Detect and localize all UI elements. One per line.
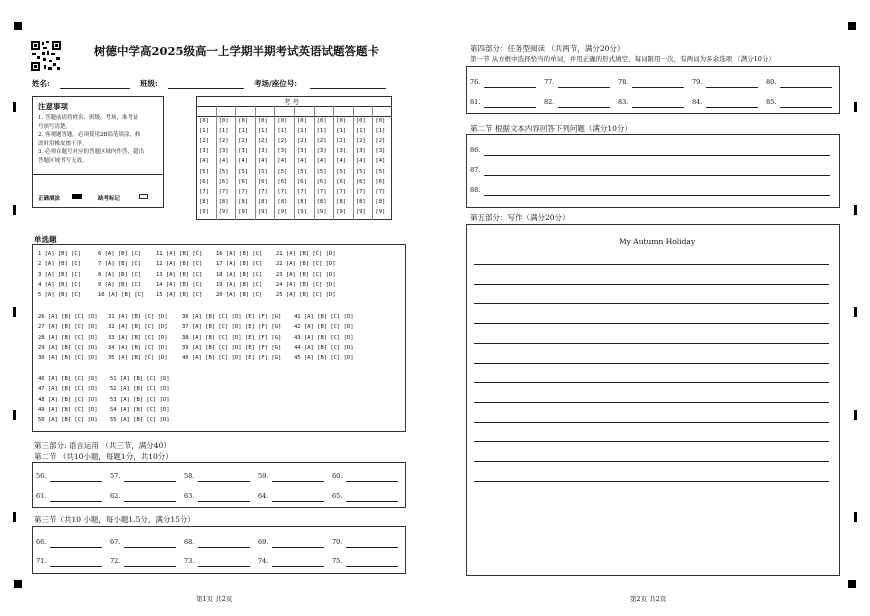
mc-question[interactable]: 16 [A] [B] [C] [216, 251, 263, 257]
exam-number-bubble[interactable]: [1] [355, 128, 366, 135]
notice-line: 改时用橡皮擦干净。 [38, 140, 88, 147]
exam-number-bubble[interactable]: [8] [277, 198, 288, 205]
mc-question[interactable]: 31 [A] [B] [C] [D] [108, 314, 168, 320]
exam-number-bubble[interactable]: [9] [297, 208, 307, 215]
exam-number-bubble[interactable]: [1] [257, 128, 268, 135]
mc-question[interactable]: 4 [A] [B] [C] [38, 281, 82, 288]
fill-answer-blank[interactable] [272, 547, 324, 548]
mc-question[interactable]: 5 [A] [B] [C] [38, 292, 82, 299]
mc-question[interactable]: 32 [A] [B] [C] [D] [108, 324, 168, 331]
fill-number: 57. [110, 472, 121, 480]
answer-line[interactable] [484, 155, 830, 156]
exam-number-label: 考 号 [284, 98, 300, 106]
exam-number-bubble[interactable]: [4] [218, 158, 229, 165]
fill-answer-blank[interactable] [346, 481, 398, 482]
timing-mark [854, 307, 857, 317]
essay-writing-line[interactable] [474, 481, 829, 482]
fill-answer-blank[interactable] [124, 481, 176, 482]
mc-question[interactable]: 36 [A] [B] [C] [D] [E] [F] [G] [182, 314, 282, 320]
fill-number: 77. [544, 78, 555, 86]
mc-question[interactable]: 50 [A] [B] [C] [D] [38, 417, 98, 424]
exam-number-bubble[interactable]: [2] [277, 138, 288, 145]
fill-number: 58. [184, 472, 195, 480]
registration-mark [848, 580, 856, 588]
answer-number: 86. [470, 146, 481, 154]
fill-answer-blank[interactable] [50, 481, 102, 482]
mc-question[interactable]: 1 [A] [B] [C] [38, 251, 82, 257]
essay-title: My Autumn Holiday [619, 237, 696, 246]
exam-number-bubble[interactable]: [5] [199, 168, 209, 175]
exam-number-bubble[interactable]: [3] [218, 148, 229, 155]
name-label: 姓名: [32, 79, 50, 88]
mc-question[interactable]: 38 [A] [B] [C] [D] [E] [F] [G] [182, 334, 282, 341]
essay-writing-line[interactable] [474, 323, 829, 324]
fill-answer-blank[interactable] [632, 87, 684, 88]
exam-number-bubble[interactable]: [6] [355, 178, 366, 185]
timing-mark [13, 205, 16, 215]
fill-answer-blank[interactable] [50, 547, 102, 548]
fill-number: 76. [470, 78, 481, 86]
exam-number-bubble[interactable]: [7] [257, 188, 268, 195]
mc-question[interactable]: 29 [A] [B] [C] [D] [38, 344, 98, 351]
mc-question[interactable]: 17 [A] [B] [C] [216, 261, 263, 268]
mc-question[interactable]: 18 [A] [B] [C] [216, 271, 263, 278]
exam-number-bubble[interactable]: [5] [218, 168, 229, 175]
mc-question[interactable]: 6 [A] [B] [C] [98, 251, 142, 257]
exam-number-bubble[interactable]: [0] [316, 118, 327, 124]
exam-number-bubble[interactable]: [6] [238, 178, 249, 185]
fill-answer-blank[interactable] [346, 547, 398, 548]
fill-answer-blank[interactable] [272, 566, 324, 567]
mc-question[interactable]: 52 [A] [B] [C] [D] [110, 386, 170, 393]
exam-number-bubble[interactable]: [3] [316, 148, 327, 155]
exam-number-bubble[interactable]: [5] [375, 168, 386, 175]
exam-number-bubble[interactable]: [9] [355, 208, 366, 215]
fill-number: 56. [36, 472, 47, 480]
notice-line: 2. 客观题答题，必须使用2B铅笔填涂，修 [38, 132, 141, 138]
fill-number: 74. [258, 557, 269, 565]
fill-number: 68. [184, 538, 195, 546]
mc-question[interactable]: 20 [A] [B] [C] [216, 292, 263, 299]
exam-number-bubble[interactable]: [6] [277, 178, 288, 185]
correct-fill-label: 正确填涂 [38, 196, 61, 202]
mc-question[interactable]: 34 [A] [B] [C] [D] [108, 344, 168, 351]
mc-question[interactable]: 49 [A] [B] [C] [D] [38, 406, 98, 413]
fill-number: 78. [618, 78, 629, 86]
essay-writing-line[interactable] [474, 363, 829, 364]
exam-number-bubble[interactable]: [2] [257, 138, 268, 145]
exam-number-bubble[interactable]: [5] [277, 168, 288, 175]
exam-number-bubble[interactable]: [0] [218, 118, 229, 124]
fill-answer-blank[interactable] [124, 566, 176, 567]
mc-question[interactable]: 2 [A] [B] [C] [38, 261, 82, 268]
exam-number-bubble[interactable]: [9] [199, 208, 209, 215]
exam-number-bubble[interactable]: [8] [316, 198, 327, 205]
fill-answer-blank[interactable] [632, 107, 684, 108]
qr-code-icon [30, 40, 62, 72]
exam-number-bubble[interactable]: [6] [218, 178, 229, 185]
exam-number-bubble[interactable]: [6] [316, 178, 327, 185]
exam-number-column-divider [294, 106, 295, 220]
exam-number-bubble[interactable]: [5] [297, 168, 307, 175]
fill-answer-blank[interactable] [484, 87, 536, 88]
exam-number-bubble[interactable]: [5] [336, 168, 347, 175]
timing-mark [854, 410, 857, 420]
exam-number-bubble[interactable]: [9] [375, 208, 386, 215]
fill-number: 61. [36, 492, 47, 500]
fill-answer-blank[interactable] [558, 107, 610, 108]
exam-number-bubble[interactable]: [4] [257, 158, 268, 165]
mc-question[interactable]: 14 [A] [B] [C] [156, 281, 203, 288]
fill-answer-blank[interactable] [780, 87, 832, 88]
timing-mark [13, 512, 16, 522]
fill-answer-blank[interactable] [272, 501, 324, 502]
exam-number-bubble[interactable]: [8] [238, 198, 249, 205]
exam-number-bubble[interactable]: [8] [218, 198, 229, 205]
exam-number-bubble[interactable]: [8] [355, 198, 366, 205]
exam-number-bubble[interactable]: [0] [297, 118, 307, 124]
exam-number-bubble[interactable]: [4] [316, 158, 327, 165]
exam-number-bubble[interactable]: [5] [316, 168, 327, 175]
correct-fill-sample [72, 194, 82, 199]
essay-writing-line[interactable] [474, 402, 829, 403]
fill-answer-blank[interactable] [346, 566, 398, 567]
part3-title: 第三部分: 语言运用 （共三节，满分40） [34, 441, 171, 450]
mc-question[interactable]: 30 [A] [B] [C] [D] [38, 355, 98, 362]
essay-writing-line[interactable] [474, 382, 829, 383]
mc-question[interactable]: 8 [A] [B] [C] [98, 271, 142, 278]
name-field[interactable] [60, 88, 130, 89]
mc-title: 单选题 [34, 235, 57, 244]
exam-number-column-divider [235, 106, 236, 220]
fill-number: 81. [470, 98, 481, 106]
registration-mark [14, 580, 22, 588]
fill-answer-blank[interactable] [272, 481, 324, 482]
exam-number-bubble[interactable]: [8] [199, 198, 209, 205]
registration-mark [14, 22, 22, 30]
mc-question[interactable]: 28 [A] [B] [C] [D] [38, 334, 98, 341]
exam-number-bubble[interactable]: [0] [336, 118, 347, 124]
exam-number-bubble[interactable]: [2] [199, 138, 209, 145]
absent-mark-box[interactable] [139, 194, 148, 199]
exam-number-bubble[interactable]: [3] [257, 148, 268, 155]
fill-number: 67. [110, 538, 121, 546]
fill-answer-blank[interactable] [198, 481, 250, 482]
essay-box [466, 224, 840, 576]
exam-number-bubble[interactable]: [9] [218, 208, 229, 215]
mc-question[interactable]: 40 [A] [B] [C] [D] [E] [F] [G] [182, 355, 282, 362]
exam-number-bubble[interactable]: [3] [336, 148, 347, 155]
fill-number: 71. [36, 557, 47, 565]
exam-number-bubble[interactable]: [1] [316, 128, 327, 135]
exam-number-column-divider [274, 106, 275, 220]
exam-number-bubble[interactable]: [9] [277, 208, 288, 215]
part4-title: 第四部分：任务型阅读 （共两节，满分20分） [470, 44, 625, 53]
exam-number-bubble[interactable]: [8] [297, 198, 307, 205]
mc-question[interactable]: 43 [A] [B] [C] [D] [294, 334, 354, 341]
exam-number-bubble[interactable]: [7] [218, 188, 229, 195]
fill-answer-blank[interactable] [198, 501, 250, 502]
fill-answer-blank[interactable] [706, 87, 758, 88]
mc-question[interactable]: 46 [A] [B] [C] [D] [38, 376, 98, 382]
fill-answer-blank[interactable] [50, 566, 102, 567]
answer-line[interactable] [484, 195, 830, 196]
fill-answer-blank[interactable] [780, 107, 832, 108]
mc-question[interactable]: 10 [A] [B] [C] [98, 292, 145, 299]
mc-question[interactable]: 19 [A] [B] [C] [216, 281, 263, 288]
fill-answer-blank[interactable] [124, 547, 176, 548]
exam-number-bubble[interactable]: [1] [375, 128, 386, 135]
exam-number-column-divider [353, 106, 354, 220]
exam-number-bubble[interactable]: [0] [375, 118, 386, 124]
exam-number-bubble[interactable]: [2] [316, 138, 327, 145]
mc-question[interactable]: 47 [A] [B] [C] [D] [38, 386, 98, 393]
exam-number-bubble[interactable]: [7] [355, 188, 366, 195]
fill-number: 82. [544, 98, 555, 106]
exam-number-bubble[interactable]: [5] [238, 168, 249, 175]
fill-answer-blank[interactable] [124, 501, 176, 502]
exam-number-column-divider [372, 106, 373, 220]
room-seat-field[interactable] [310, 88, 386, 89]
exam-number-bubble[interactable]: [9] [257, 208, 268, 215]
exam-number-bubble[interactable]: [4] [199, 158, 209, 165]
exam-number-bubble[interactable]: [6] [297, 178, 307, 185]
fill-number: 85. [766, 98, 777, 106]
fill-number: 65. [332, 492, 343, 500]
mc-question[interactable]: 15 [A] [B] [C] [156, 292, 203, 299]
mc-question[interactable]: 55 [A] [B] [C] [D] [110, 417, 170, 424]
essay-writing-line[interactable] [474, 461, 829, 462]
mc-question[interactable]: 27 [A] [B] [C] [D] [38, 324, 98, 331]
exam-number-bubble[interactable]: [1] [297, 128, 307, 135]
exam-number-bubble[interactable]: [0] [277, 118, 288, 124]
notice-line: 1. 答题前请将姓名、班级、考场、准考证 [38, 115, 139, 121]
mc-question[interactable]: 22 [A] [B] [C] [D] [276, 261, 336, 268]
notice-line: 3. 必须在题号对应的答题区域内作答，超出 [38, 149, 144, 155]
mc-question[interactable]: 44 [A] [B] [C] [D] [294, 344, 354, 351]
exam-number-bubble[interactable]: [3] [199, 148, 209, 155]
exam-number-bubble[interactable]: [2] [336, 138, 347, 145]
essay-writing-line[interactable] [474, 343, 829, 344]
mc-question[interactable]: 41 [A] [B] [C] [D] [294, 314, 354, 320]
timing-mark [13, 102, 16, 112]
page-footer-left: 第1页 共2页 [196, 595, 233, 603]
notice-line: 答题区域书写无效。 [38, 157, 88, 164]
fill-answer-blank[interactable] [706, 107, 758, 108]
fill-number: 75. [332, 557, 343, 565]
mc-question[interactable]: 39 [A] [B] [C] [D] [E] [F] [G] [182, 344, 282, 351]
mc-question[interactable]: 9 [A] [B] [C] [98, 281, 142, 288]
mc-question[interactable]: 3 [A] [B] [C] [38, 271, 82, 278]
part3-section2-title: 第二节 （共10小题，每题1分，共10分） [34, 452, 173, 461]
exam-number-bubble[interactable]: [1] [199, 128, 209, 135]
essay-writing-line[interactable] [474, 422, 829, 423]
exam-number-bubble[interactable]: [3] [355, 148, 366, 155]
exam-number-bubble[interactable]: [1] [238, 128, 249, 135]
essay-writing-line[interactable] [474, 284, 829, 285]
mc-question[interactable]: 11 [A] [B] [C] [156, 251, 203, 257]
fill-number: 59. [258, 472, 269, 480]
exam-number-bubble[interactable]: [3] [277, 148, 288, 155]
registration-mark [848, 22, 856, 30]
exam-number-bubble[interactable]: [2] [218, 138, 229, 145]
part5-title: 第五部分：写作（满分20分） [470, 213, 570, 222]
exam-number-bubble[interactable]: [2] [355, 138, 366, 145]
exam-number-column-divider [216, 106, 217, 220]
exam-number-bubble[interactable]: [8] [257, 198, 268, 205]
fill-number: 62. [110, 492, 121, 500]
exam-number-bubble[interactable]: [2] [375, 138, 386, 145]
exam-number-bubble[interactable]: [7] [277, 188, 288, 195]
fill-number: 79. [692, 78, 703, 86]
mc-question[interactable]: 12 [A] [B] [C] [156, 261, 203, 268]
fill-number: 69. [258, 538, 269, 546]
exam-number-bubble[interactable]: [3] [375, 148, 386, 155]
exam-number-bubble[interactable]: [5] [355, 168, 366, 175]
mc-question[interactable]: 37 [A] [B] [C] [D] [E] [F] [G] [182, 324, 282, 331]
exam-number-bubble[interactable]: [1] [277, 128, 288, 135]
fill-number: 70. [332, 538, 343, 546]
fill-answer-blank[interactable] [484, 107, 536, 108]
fill-number: 72. [110, 557, 121, 565]
exam-number-bubble[interactable]: [8] [375, 198, 386, 205]
exam-number-bubble[interactable]: [4] [336, 158, 347, 165]
absent-mark-label: 缺考标记 [98, 196, 121, 202]
room-seat-label: 考场/座位号: [254, 79, 298, 88]
exam-number-bubble[interactable]: [0] [199, 118, 209, 124]
class-label: 班级: [140, 79, 158, 88]
mc-question[interactable]: 24 [A] [B] [C] [D] [276, 281, 336, 288]
exam-number-column-divider [255, 106, 256, 220]
exam-number-bubble[interactable]: [4] [277, 158, 288, 165]
mc-question[interactable]: 48 [A] [B] [C] [D] [38, 396, 98, 403]
exam-number-bubble[interactable]: [0] [238, 118, 249, 124]
mc-question[interactable]: 33 [A] [B] [C] [D] [108, 334, 168, 341]
fill-number: 66. [36, 538, 47, 546]
mc-question[interactable]: 7 [A] [B] [C] [98, 261, 142, 268]
notice-divider [32, 174, 164, 175]
exam-number-bubble[interactable]: [6] [375, 178, 386, 185]
exam-number-bubble[interactable]: [5] [257, 168, 268, 175]
exam-number-bubble[interactable]: [4] [375, 158, 386, 165]
answer-box-86-88 [466, 134, 840, 208]
part3-section3-title: 第三节（共10 小题，每小题1.5分，满分15分） [34, 515, 195, 524]
exam-number-bubble[interactable]: [6] [336, 178, 347, 185]
exam-number-bubble[interactable]: [7] [336, 188, 347, 195]
exam-number-bubble[interactable]: [9] [336, 208, 347, 215]
fill-number: 80. [766, 78, 777, 86]
exam-number-bubble[interactable]: [0] [257, 118, 268, 124]
mc-question[interactable]: 26 [A] [B] [C] [D] [38, 314, 98, 320]
exam-number-column-divider [333, 106, 334, 220]
exam-number-bubble[interactable]: [4] [355, 158, 366, 165]
exam-number-bubble[interactable]: [0] [355, 118, 366, 124]
mc-question[interactable]: 54 [A] [B] [C] [D] [110, 406, 170, 413]
exam-number-bubble[interactable]: [6] [257, 178, 268, 185]
fill-number: 60. [332, 472, 343, 480]
exam-number-bubble[interactable]: [2] [238, 138, 249, 145]
exam-number-bubble[interactable]: [7] [297, 188, 307, 195]
answer-line[interactable] [484, 175, 830, 176]
fill-answer-blank[interactable] [198, 547, 250, 548]
fill-number: 64. [258, 492, 269, 500]
mc-question[interactable]: 23 [A] [B] [C] [D] [276, 271, 336, 278]
exam-number-bubble[interactable]: [4] [238, 158, 249, 165]
exam-number-bubble[interactable]: [7] [375, 188, 386, 195]
page-footer-right: 第2页 共2页 [630, 595, 667, 603]
fill-answer-blank[interactable] [198, 566, 250, 567]
exam-number-bubble[interactable]: [7] [199, 188, 209, 195]
mc-question[interactable]: 42 [A] [B] [C] [D] [294, 324, 354, 331]
answer-number: 87. [470, 166, 481, 174]
exam-number-bubble[interactable]: [8] [336, 198, 347, 205]
exam-number-column-divider [314, 106, 315, 220]
mc-question[interactable]: 25 [A] [B] [C] [D] [276, 292, 336, 299]
exam-number-bubble[interactable]: [1] [336, 128, 347, 135]
fill-answer-blank[interactable] [346, 501, 398, 502]
mc-question[interactable]: 53 [A] [B] [C] [D] [110, 396, 170, 403]
exam-number-bubble[interactable]: [9] [238, 208, 249, 215]
essay-writing-line[interactable] [474, 264, 829, 265]
answer-number: 88. [470, 186, 481, 194]
fill-answer-blank[interactable] [558, 87, 610, 88]
timing-mark [13, 307, 16, 317]
mc-question[interactable]: 45 [A] [B] [C] [D] [294, 355, 354, 362]
part4-section2-title: 第二节 根据文本内容回答下列问题（满分10分） [470, 124, 632, 133]
exam-number-bubble[interactable]: [1] [218, 128, 229, 135]
exam-number-bubble[interactable]: [7] [238, 188, 249, 195]
fill-number: 73. [184, 557, 195, 565]
exam-number-bubble[interactable]: [9] [316, 208, 327, 215]
essay-writing-line[interactable] [474, 303, 829, 304]
exam-number-bubble[interactable]: [3] [297, 148, 307, 155]
timing-mark [854, 205, 857, 215]
mc-question[interactable]: 13 [A] [B] [C] [156, 271, 203, 278]
class-field[interactable] [168, 88, 244, 89]
exam-number-bubble[interactable]: [4] [297, 158, 307, 165]
part4-section1-title: 第一节 从方框中选择恰当的单词，并用正确的形式填空，每词限用一次，有两词为多余选项 （满分10分） [470, 55, 775, 63]
timing-mark [854, 102, 857, 112]
mc-question[interactable]: 21 [A] [B] [C] [D] [276, 251, 336, 257]
page-title: 树德中学高2025级高一上学期半期考试英语试题答题卡 [94, 44, 380, 58]
fill-answer-blank[interactable] [50, 501, 102, 502]
timing-mark [13, 410, 16, 420]
fill-number: 83. [618, 98, 629, 106]
mc-question[interactable]: 51 [A] [B] [C] [D] [110, 376, 170, 382]
exam-number-bubble[interactable]: [7] [316, 188, 327, 195]
notice-lines [38, 113, 162, 164]
exam-number-bubble[interactable]: [2] [297, 138, 307, 145]
essay-writing-line[interactable] [474, 441, 829, 442]
fill-number: 84. [692, 98, 703, 106]
fill-number: 63. [184, 492, 195, 500]
mc-question[interactable]: 35 [A] [B] [C] [D] [108, 355, 168, 362]
exam-number-bubble[interactable]: [6] [199, 178, 209, 185]
notice-title: 注意事项 [38, 102, 68, 111]
notice-line: 号填写清楚。 [38, 123, 72, 130]
exam-number-bubble[interactable]: [3] [238, 148, 249, 155]
timing-mark [854, 512, 857, 522]
exam-number-bubbles [196, 106, 392, 220]
